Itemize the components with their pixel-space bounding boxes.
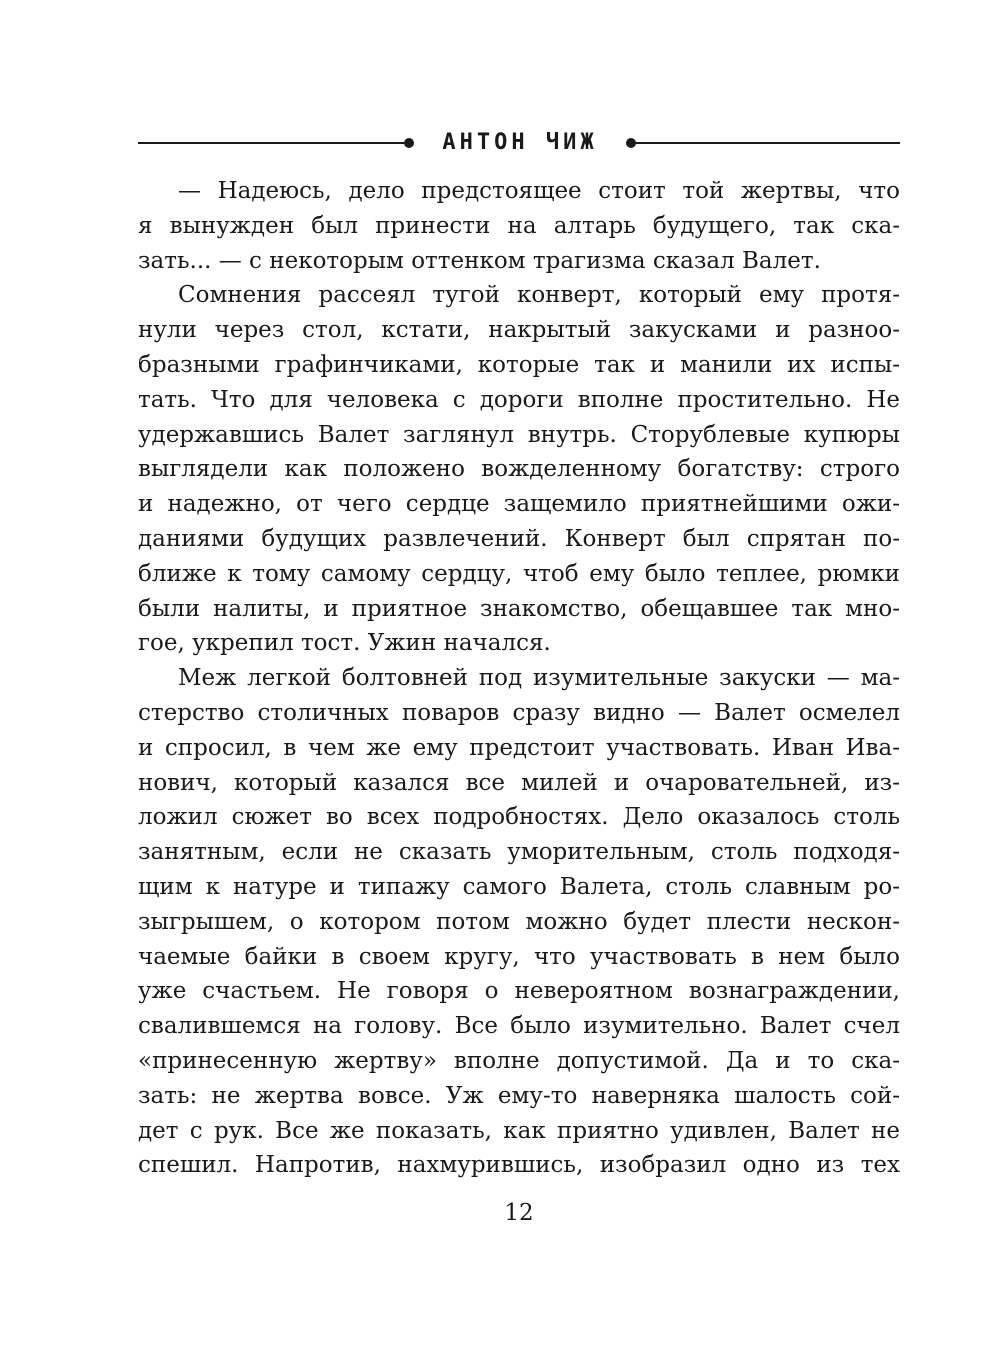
text-line: и спросил, в чем же ему предстоит участвовать. Иван Ива- (138, 734, 900, 761)
text-line: «принесенную жертву» вполне допустимой. Да и то ска- (138, 1047, 900, 1074)
text-line: гое, укрепил тост. Ужин начался. (138, 630, 551, 657)
body-text (138, 174, 900, 1183)
text-line: выглядели как положено вожделенному богатству: строго (138, 456, 900, 483)
header-author-name: АНТОН ЧИЖ (442, 130, 598, 155)
header-rule-right (630, 142, 900, 144)
text-line: ближе к тому самому сердцу, чтоб ему было теплее, рюмки (138, 560, 900, 587)
text-line: — Надеюсь, дело предстоящее стоит той жертвы, что (178, 178, 900, 204)
text-line: даниями будущих развлечений. Конверт был спрятан по- (138, 525, 900, 552)
text-line: щим к натуре и типажу самого Валета, столь славным ро- (138, 873, 900, 900)
text-line: тать. Что для человека с дороги вполне простительно. Не (138, 386, 900, 413)
text-line: бразными графинчиками, которые так и манили их испы- (138, 351, 900, 378)
text-line: стерство столичных поваров сразу видно — Валет осмелел (138, 699, 900, 726)
header-ornament-dot-left (404, 138, 414, 148)
text-line: чаемые байки в своем кругу, что участвовать в нем было (138, 943, 900, 970)
header-rule-left (138, 142, 406, 144)
text-line: уже счастьем. Не говоря о невероятном вознаграждении, (138, 978, 900, 1005)
text-line: ложил сюжет во всех подробностях. Дело оказалось столь (138, 804, 900, 831)
page-number: 12 (504, 1200, 534, 1226)
text-line: удержавшись Валет заглянул внутрь. Сторублевые купюры (138, 421, 900, 448)
text-line: Меж легкой болтовней под изумительные закуски — ма- (178, 665, 900, 692)
text-line: зать: не жертва вовсе. Уж ему-то наверняка шалость сой- (138, 1082, 900, 1109)
text-line: нович, который казался все милей и очаровательней, из- (138, 769, 900, 796)
running-header (138, 125, 900, 161)
text-line: зать... — с некоторым оттенком трагизма сказал Валет. (138, 247, 821, 274)
text-line: нули через стол, кстати, накрытый закусками и разноо- (138, 317, 900, 344)
text-line: занятным, если не сказать уморительным, столь подходя- (138, 839, 900, 866)
text-line: и надежно, от чего сердце защемило приятнейшими ожи- (138, 491, 900, 518)
text-line: дет с рук. Все же показать, как приятно удивлен, Валет не (138, 1117, 900, 1144)
text-line: спешил. Напротив, нахмурившись, изобразил одно из тех (138, 1152, 900, 1179)
text-line: были налиты, и приятное знакомство, обещавшее так мно- (138, 595, 900, 622)
text-line: свалившемся на голову. Все было изумительно. Валет счел (138, 1013, 900, 1040)
text-line: я вынужден был принести на алтарь будущего, так ска- (138, 212, 900, 239)
text-line: зыгрышем, о котором потом можно будет плести нескон- (138, 908, 900, 935)
text-line: Сомнения рассеял тугой конверт, который ему протя- (178, 282, 900, 309)
